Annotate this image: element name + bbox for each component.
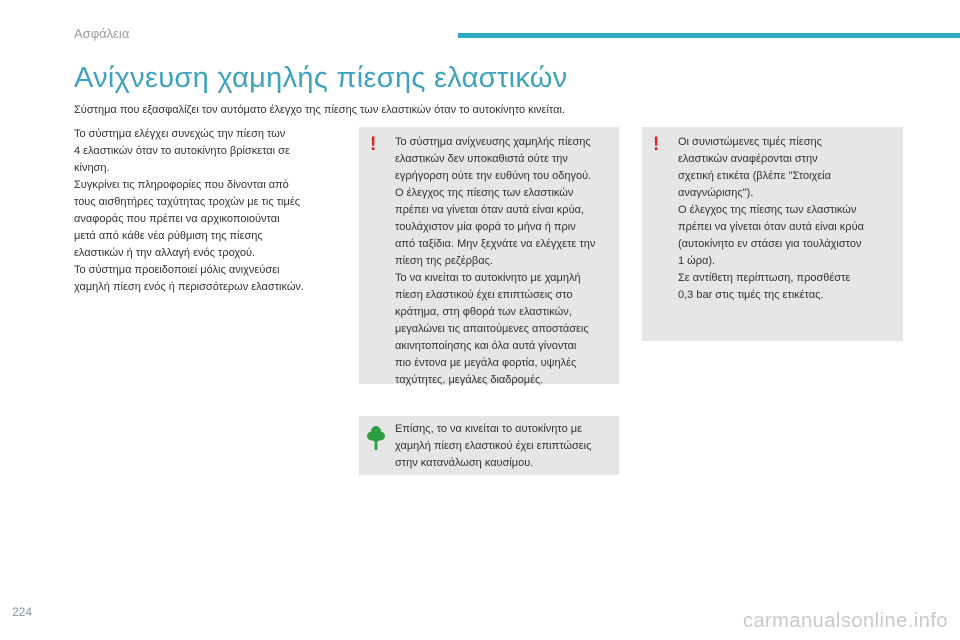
text-line: χαμηλή πίεση ελαστικού έχει επιπτώσεις bbox=[395, 440, 592, 452]
text-line: ελαστικών ή την αλλαγή ενός τροχού. bbox=[74, 247, 256, 259]
text-line: τους αισθητήρες ταχύτητας τροχών με τις τιμές bbox=[74, 196, 301, 208]
text-line: εγρήγορση ούτε την ευθύνη του οδηγού. bbox=[395, 170, 592, 182]
text-line: ταχύτητες, μεγάλες διαδρομές. bbox=[395, 374, 544, 386]
text-line: πρέπει να γίνεται όταν αυτά είναι κρύα, bbox=[395, 204, 584, 216]
warning-box-driver-responsibility bbox=[359, 127, 619, 384]
text-line: Επίσης, το να κινείται το αυτοκίνητο με bbox=[395, 423, 583, 435]
eco-tip-box bbox=[359, 416, 619, 475]
text-line: χαμηλή πίεση ενός ή περισσότερων ελαστικών. bbox=[74, 281, 304, 293]
text-line: (αυτοκίνητο εν στάσει για τουλάχιστον bbox=[678, 238, 862, 250]
warning-icon: ! bbox=[370, 134, 377, 155]
text-line: πιο έντονα με μεγάλα φορτία, υψηλές bbox=[395, 357, 577, 369]
text-line: σχετική ετικέτα (βλέπε "Στοιχεία bbox=[678, 170, 831, 182]
top-accent-bar bbox=[458, 33, 960, 38]
text-line: Το σύστημα ανίχνευσης χαμηλής πίεσης bbox=[395, 136, 591, 148]
left-column-text bbox=[74, 126, 350, 296]
warning-box-recommended-pressure bbox=[642, 127, 903, 341]
text-line: 0,3 bar στις τιμές της ετικέτας. bbox=[678, 289, 824, 301]
text-line: ελαστικών δεν υποκαθιστά ούτε την bbox=[395, 153, 568, 165]
text-line: μεγαλώνει τις απαιτούμενες αποστάσεις bbox=[395, 323, 589, 335]
text-line: Συγκρίνει τις πληροφορίες που δίνονται από bbox=[74, 179, 289, 191]
text-line: 4 ελαστικών όταν το αυτοκίνητο βρίσκεται σε bbox=[74, 145, 290, 157]
text-line: Το σύστημα ελέγχει συνεχώς την πίεση των bbox=[74, 128, 286, 140]
text-line: πίεση της ρεζέρβας. bbox=[395, 255, 493, 267]
text-line: 1 ώρα). bbox=[678, 255, 716, 267]
section-label: Ασφάλεια bbox=[74, 26, 130, 41]
page-subtitle: Σύστημα που εξασφαλίζει τον αυτόματο έλεγχο της πίεσης των ελαστικών όταν το αυτοκίνητο κινείται. bbox=[74, 104, 565, 116]
text-line: Το να κινείται το αυτοκίνητο με χαμηλή bbox=[395, 272, 581, 284]
text-line: Ο έλεγχος της πίεσης των ελαστικών bbox=[395, 187, 574, 199]
text-line: κίνηση. bbox=[74, 162, 110, 174]
text-line: αναφοράς που πρέπει να αρχικοποιούνται bbox=[74, 213, 280, 225]
text-line: τουλάχιστον μία φορά το μήνα ή πριν bbox=[395, 221, 576, 233]
text-line: στην κατανάλωση καυσίμου. bbox=[395, 457, 534, 469]
text-line: από ταξίδια. Μην ξεχνάτε να ελέγχετε την bbox=[395, 238, 596, 250]
text-line: πρέπει να γίνεται όταν αυτά είναι κρύα bbox=[678, 221, 864, 233]
text-line: αναγνώρισης"). bbox=[678, 187, 754, 199]
text-line: Το σύστημα προειδοποιεί μόλις ανιχνεύσει bbox=[74, 264, 280, 276]
text-line: πίεση ελαστικού έχει επιπτώσεις στο bbox=[395, 289, 573, 301]
watermark: carmanualsonline.info bbox=[742, 610, 948, 632]
page-title: Ανίχνευση χαμηλής πίεσης ελαστικών bbox=[74, 62, 568, 94]
warning-icon: ! bbox=[653, 134, 660, 155]
text-line: Σε αντίθετη περίπτωση, προσθέστε bbox=[678, 272, 851, 284]
text-line: Ο έλεγχος της πίεσης των ελαστικών bbox=[678, 204, 857, 216]
text-line: ακινητοποίησης και όλα αυτά γίνονται bbox=[395, 340, 577, 352]
text-line: Οι συνιστώμενες τιμές πίεσης bbox=[678, 136, 822, 148]
text-line: κράτημα, στη φθορά των ελαστικών, bbox=[395, 306, 572, 318]
page-number: 224 bbox=[12, 605, 33, 619]
text-line: μετά από κάθε νέα ρύθμιση της πίεσης bbox=[74, 230, 263, 242]
text-line: ελαστικών αναφέρονται στην bbox=[678, 153, 818, 165]
tree-eco-icon bbox=[367, 425, 385, 451]
